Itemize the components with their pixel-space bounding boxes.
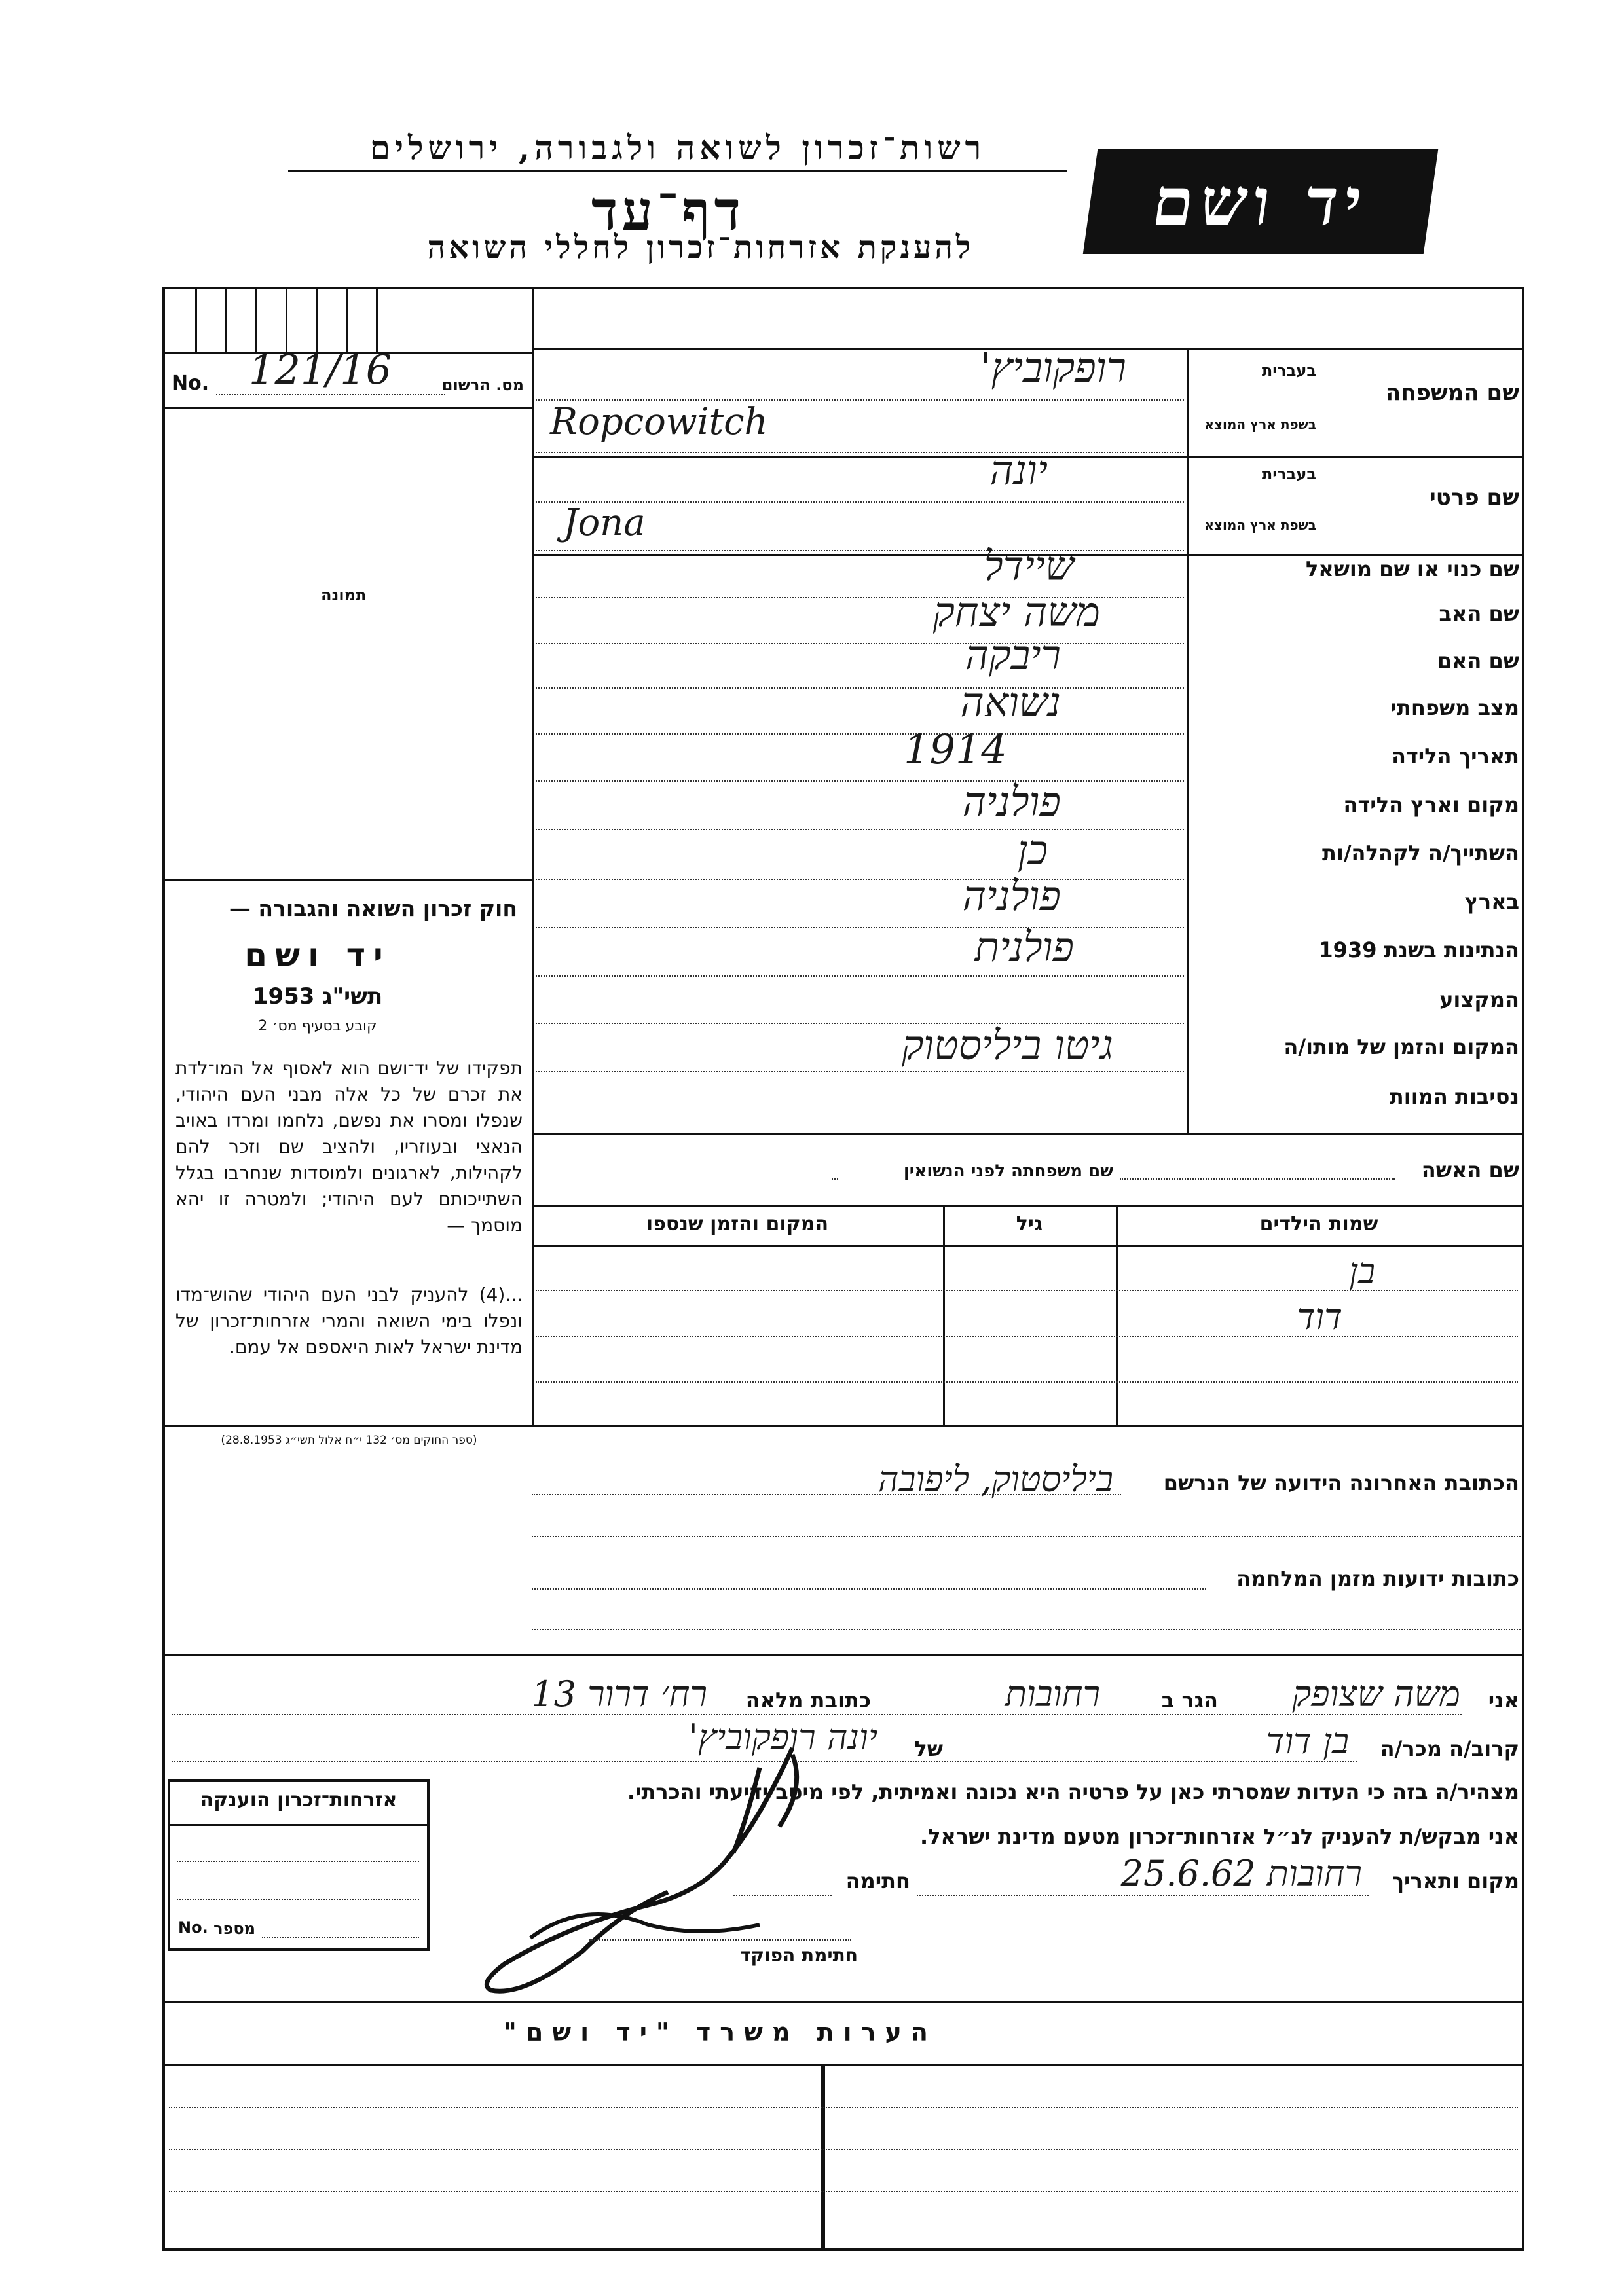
dotted-line <box>532 1536 1521 1537</box>
column-divider <box>1116 1205 1118 1425</box>
dotted-line <box>917 1895 1369 1896</box>
citizenship-no-heb-label: מספר <box>213 1920 255 1938</box>
relative-label: קרוב/ה מכר/ה <box>1380 1736 1519 1761</box>
last-known-address-value: ביליסטוק, ליפובה <box>877 1459 1113 1500</box>
family-name-hebrew-value: רופקוביץ' <box>980 344 1126 392</box>
dotted-line <box>536 1071 1184 1072</box>
community-value: כן <box>1017 826 1048 874</box>
divider <box>165 2001 1522 2003</box>
mother-value: ריבקה <box>965 631 1061 679</box>
page-title: דף־עד <box>591 178 745 243</box>
id-box-divider <box>255 289 257 352</box>
full-address-label: כתובת מלאה <box>745 1688 871 1713</box>
id-box-divider <box>195 289 197 352</box>
birth-place-value: פולניה <box>962 778 1061 826</box>
column-divider <box>943 1205 945 1425</box>
divider <box>165 879 532 881</box>
dotted-line <box>832 1178 838 1180</box>
wife-label: שם האשה <box>1421 1157 1519 1182</box>
birth-date-label: תאריך הלידה <box>1391 744 1519 769</box>
signature-label: חתימה <box>845 1868 910 1893</box>
dotted-line <box>536 975 1184 977</box>
law-year: תשי"ג 1953 <box>252 983 383 1010</box>
wartime-address-label: כתובות ידועות מזמן המלחמה <box>1236 1566 1519 1591</box>
notes-column-divider <box>821 2064 825 2248</box>
registration-heb-label: מס. הרשום <box>441 376 524 394</box>
divider <box>532 1245 1522 1247</box>
officer-signature-label: חתימת הפוקד <box>739 1944 858 1966</box>
in-origin-label: בשפת ארץ המוצא <box>1204 416 1316 432</box>
citizenship-value: פולנית <box>974 923 1074 971</box>
id-box-divider <box>376 289 378 352</box>
family-name-origin-value: Ropcowitch <box>550 401 768 443</box>
law-text-1: תפקידו של יד־ושם הוא לאסוף אל המו־לדת את זכרם של כל אלה מבני העם היהודי, שנפלו ומסרו את נפשם, נלחמו ומרדו באויב הנאצי ובעוזריו, ולהציב שם וזכר להם לקהילות, לארגונים ולמוסדות שנחרבו בגלל השתייכותם לעם היהודי; ולמטרה זו יהא מוסמך — <box>175 1057 523 1236</box>
dotted-line <box>169 2149 1518 2150</box>
divider <box>165 407 532 409</box>
registration-number: 121/16 <box>249 346 392 393</box>
residing-label: הגר ב <box>1161 1688 1218 1713</box>
yad-vashem-logo: יד ושם <box>1083 149 1438 254</box>
nickname-label: שם כנוי או שם מושאל <box>1305 556 1519 581</box>
column-divider <box>532 289 534 1427</box>
country-label: בארץ <box>1464 889 1519 914</box>
death-place-value: גיטו ביליסטוק <box>902 1021 1113 1069</box>
birth-date-value: 1914 <box>904 725 1007 773</box>
law-heading: חוק זכרון השואה והגבורה — <box>229 896 517 921</box>
child-name: דוד <box>1297 1296 1342 1338</box>
of-label: של <box>914 1736 943 1761</box>
divider <box>165 2064 1522 2066</box>
in-hebrew-label: בעברית <box>1261 465 1316 483</box>
dotted-line <box>172 1714 1462 1715</box>
declaration-statement-2: אני מבקש/ת להעניק לנ״ל אזרחות־זכרון מטעם מדינת ישראל. <box>920 1824 1519 1849</box>
relation-value: בן דוד <box>1266 1721 1349 1762</box>
id-box-divider <box>346 289 348 352</box>
law-name: יד ושם <box>244 936 391 974</box>
dotted-line <box>177 1861 419 1862</box>
office-notes-label: הערות משרד "יד ושם" <box>504 2018 937 2047</box>
divider <box>532 1133 1522 1135</box>
dotted-line <box>177 1899 419 1900</box>
birth-place-label: מקום וארץ הלידה <box>1343 792 1519 817</box>
full-address-value: רח׳ דרור 13 <box>531 1673 707 1715</box>
of-name-value: יונה רופקוביץ' <box>688 1717 877 1758</box>
first-name-origin-value: Jona <box>563 501 646 544</box>
authority-title: רשות־זכרון לשואה ולגבורה, ירושלים <box>288 128 1067 172</box>
divider <box>165 1425 1522 1427</box>
declarant-i-label: אני <box>1488 1688 1519 1713</box>
community-label: השתייך/ה לקהלה/ות <box>1321 841 1519 866</box>
place-date-label: מקום ותאריך <box>1392 1868 1519 1893</box>
in-origin-label: בשפת ארץ המוצא <box>1204 517 1316 533</box>
registration-no-label: No. <box>172 372 210 395</box>
dotted-line <box>169 2191 1518 2192</box>
citizenship-box-title: אזרחות־זכרון הוענקה <box>200 1789 397 1812</box>
residing-value: רחובות <box>1005 1673 1100 1715</box>
law-source: (ספר החוקים מס׳ 132 י״ח אלול תשי״ג 28.8.1953) <box>221 1434 477 1447</box>
child-name: בן <box>1349 1250 1375 1292</box>
divider <box>165 1654 1522 1656</box>
dotted-line <box>1120 1178 1395 1180</box>
wife-maiden-label: שם משפחתה לפני הנשואין <box>903 1161 1113 1181</box>
country-value: פולניה <box>962 872 1061 920</box>
place-date-value: רחובות 25.6.62 <box>1120 1853 1362 1894</box>
law-clause: קובע בסעיף מס׳ 2 <box>258 1018 377 1034</box>
dotted-line <box>536 733 1184 735</box>
mother-label: שם האם <box>1437 648 1519 673</box>
nickname-value: שיידל <box>984 542 1074 590</box>
id-box-divider <box>286 289 287 352</box>
witness-name-value: משה שצופק <box>1292 1673 1460 1715</box>
last-known-address-label: הכתובת האחרונה הידועה של הנרשם <box>1163 1470 1519 1495</box>
declaration-statement-1: מצהיר/ה בזה כי העדות שמסרתי כאן על פרטיה היא נכונה ואמיתית, לפי מיטב ידיעתי והכרתי. <box>627 1779 1519 1804</box>
dotted-line <box>169 2107 1518 2108</box>
id-box-divider <box>225 289 227 352</box>
children-place-header: המקום והזמן שנספו <box>646 1212 829 1235</box>
dotted-line <box>536 1381 1518 1383</box>
children-age-header: גיל <box>1016 1212 1043 1235</box>
dotted-line <box>532 1629 1521 1630</box>
death-circumstances-label: נסיבות המוות <box>1389 1084 1519 1109</box>
id-box-divider <box>316 289 318 352</box>
father-value: משה יצחק <box>932 588 1100 636</box>
first-name-hebrew-value: יונה <box>989 446 1048 494</box>
dotted-line <box>532 1588 1206 1590</box>
divider <box>168 1824 430 1826</box>
page-subtitle: להענקת אזרחות־זכרון לחללי השואה <box>427 229 974 266</box>
dotted-line <box>262 1937 419 1938</box>
profession-label: המקצוע <box>1439 987 1519 1012</box>
first-name-label: שם פרטי <box>1429 484 1519 511</box>
citizenship-no-label: No. <box>178 1918 208 1937</box>
dotted-line <box>216 394 445 395</box>
marital-label: מצב משפחתי <box>1390 695 1519 720</box>
children-names-header: שמות הילדים <box>1259 1212 1378 1235</box>
marital-value: נשואה <box>960 678 1061 726</box>
father-label: שם האב <box>1439 601 1519 626</box>
citizenship-label: הנתינות בשנת 1939 <box>1318 938 1519 962</box>
law-text-2: ...(4) להעניק לבני העם היהודי שהוש־מדו ונפלו בימי השואה והמרי אזרחות־זכרון של מדינת ישראל לאות היאספם אל עמם. <box>175 1284 523 1358</box>
label-column-divider <box>1187 348 1189 1134</box>
family-name-label: שם המשפחה <box>1385 380 1519 406</box>
in-hebrew-label: בעברית <box>1261 361 1316 380</box>
dotted-line <box>589 1939 851 1941</box>
dotted-line <box>536 1336 1518 1337</box>
photo-label: תמונה <box>321 586 367 604</box>
divider <box>532 1205 1522 1207</box>
death-place-label: המקום והזמן של מותו/ה <box>1283 1034 1519 1059</box>
